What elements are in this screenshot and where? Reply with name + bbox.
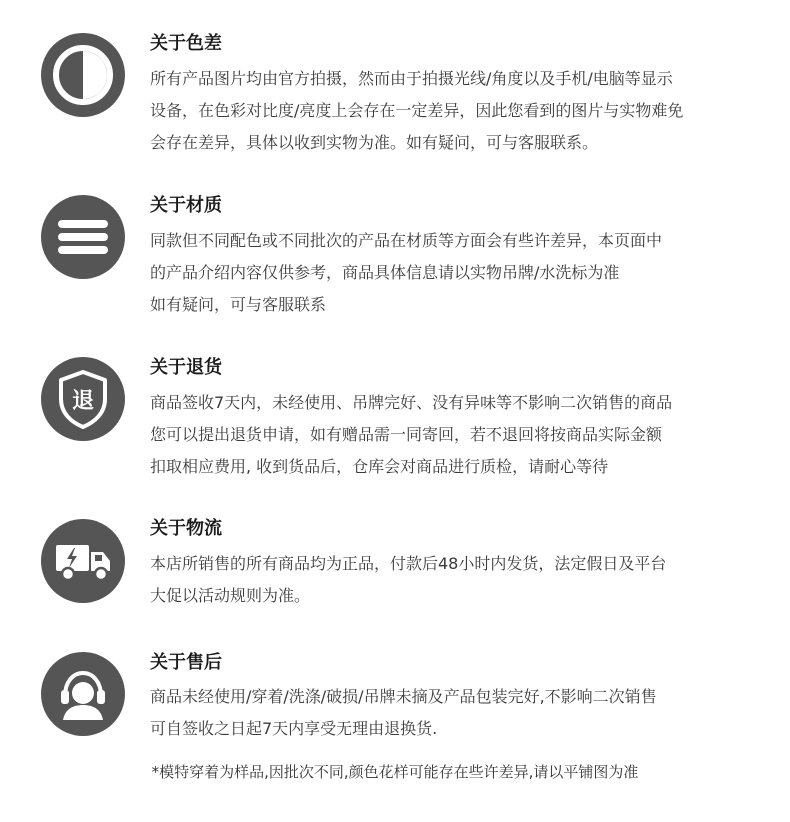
section-text-line: 本店所销售的所有商品均为正品，付款后48小时内发货，法定假日及平台 — [150, 554, 667, 573]
section-text-line: 同款但不同配色或不同批次的产品在材质等方面会有些许差异，本页面中 — [150, 231, 663, 250]
section-text-line: 可自签收之日起7天内享受无理由退换货. — [150, 719, 438, 738]
return-glyph: 退 — [71, 389, 95, 414]
section-title: 关于色差 — [150, 33, 222, 54]
return-shield-icon — [41, 357, 125, 441]
section-text-line: 的产品介绍内容仅供参考，商品具体信息请以实物吊牌/水洗标为准 — [150, 263, 620, 282]
footer-note: *模特穿着为样品,因批次不同,颜色花样可能存在些许差异,请以平铺图为准 — [151, 763, 639, 781]
section-text-line: 会存在差异，具体以收到实物为准。如有疑问，可与客服联系。 — [150, 133, 599, 152]
section-title: 关于物流 — [150, 518, 222, 539]
contrast-icon — [41, 33, 125, 117]
section-title: 关于材质 — [150, 195, 222, 216]
section-text-line: 如有疑问，可与客服联系 — [150, 295, 327, 314]
section-text-line: 商品签收7天内，未经使用、吊牌完好、没有异味等不影响二次销售的商品 — [150, 393, 673, 412]
section-text-line: 扣取相应费用, 收到货品后，仓库会对商品进行质检，请耐心等待 — [150, 457, 609, 476]
section-text-line: 所有产品图片均由官方拍摄，然而由于拍摄光线/角度以及手机/电脑等显示 — [150, 69, 673, 88]
section-title: 关于退货 — [150, 357, 222, 378]
section-text-line: 设备，在色彩对比度/亮度上会存在一定差异，因此您看到的图片与实物难免 — [150, 101, 684, 120]
menu-lines-icon — [41, 195, 125, 279]
section-title: 关于售后 — [150, 652, 222, 673]
section-text-line: 大促以活动规则为准。 — [150, 586, 311, 605]
section-text-line: 商品未经使用/穿着/洗涤/破损/吊牌未摘及产品包装完好,不影响二次销售 — [150, 687, 657, 706]
section-text-line: 您可以提出退货申请，如有赠品需一同寄回，若不退回将按商品实际金额 — [150, 425, 663, 444]
customer-service-icon — [41, 652, 125, 736]
delivery-truck-icon — [41, 519, 125, 603]
